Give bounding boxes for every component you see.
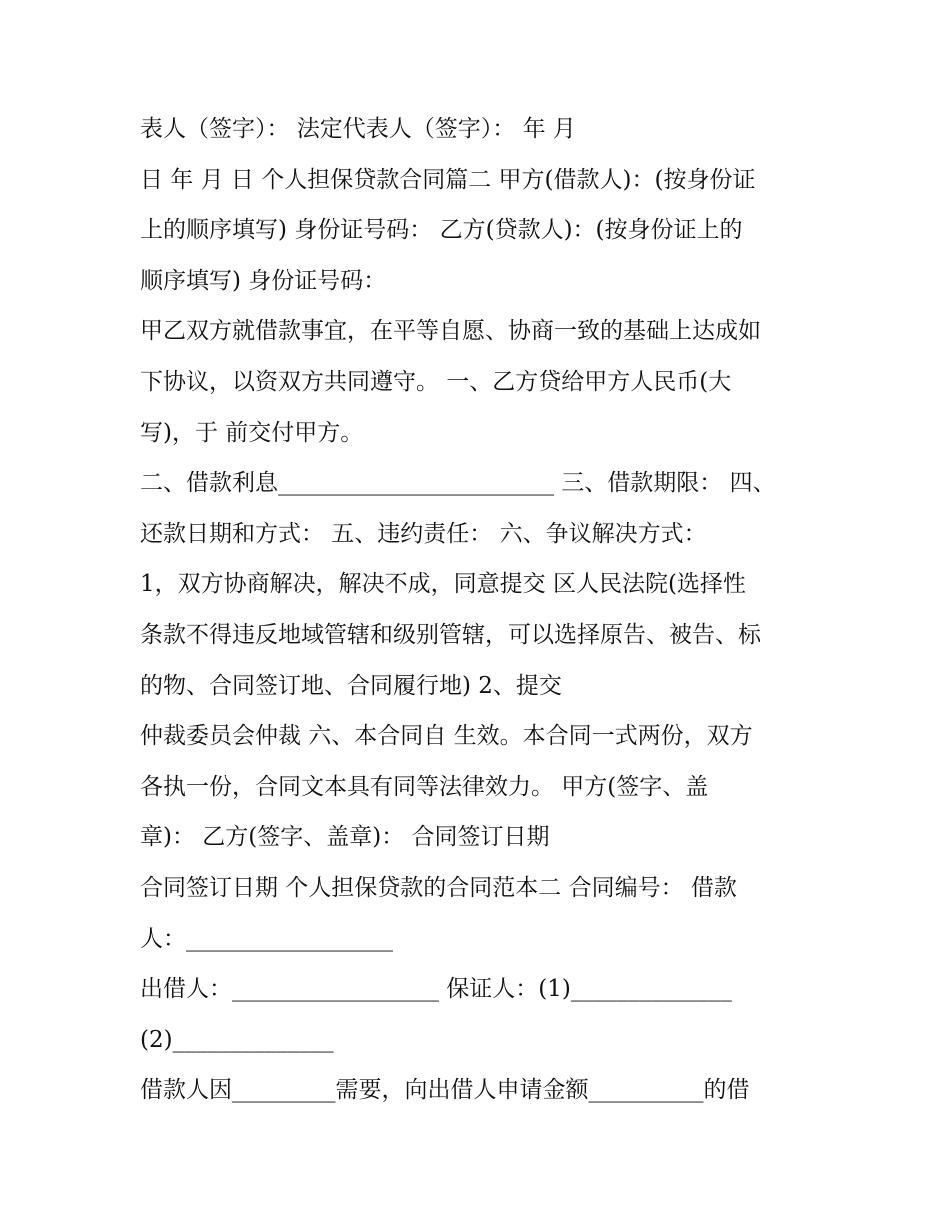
text-line: 写)，于 前交付甲方。: [140, 419, 364, 446]
text-line: 1，双方协商解决，解决不成，同意提交 区人民法院(选择性: [140, 571, 746, 598]
text-line: 上的顺序填写) 身份证号码： 乙方(贷款人)：(按身份证上的: [140, 217, 743, 244]
text-line: 出借人：__________________ 保证人：(1)______________: [140, 976, 732, 1003]
contract-text: [140, 104, 830, 1116]
text-line: 下协议，以资双方共同遵守。 一、乙方贷给甲方人民币(大: [140, 368, 732, 395]
text-line: 甲乙双方就借款事宜，在平等自愿、协商一致的基础上达成如: [140, 318, 761, 345]
text-line: (2)______________: [140, 1026, 334, 1053]
text-line: 还款日期和方式： 五、违约责任： 六、争议解决方式：: [140, 520, 707, 547]
text-line: 借款人因_________需要，向出借人申请金额__________的借: [140, 1077, 750, 1104]
text-line: 的物、合同签订地、合同履行地) 2、提交: [140, 672, 562, 699]
text-line: 各执一份，合同文本具有同等法律效力。 甲方(签字、盖: [140, 773, 709, 800]
text-line: 二、借款利息________________________ 三、借款期限： 四、: [140, 470, 776, 497]
text-line: 日 年 月 日 个人担保贷款合同篇二 甲方(借款人)：(按身份证: [140, 166, 756, 193]
text-line: 仲裁委员会仲裁 六、本合同自 生效。本合同一式两份，双方: [140, 723, 753, 750]
text-line: 条款不得违反地域管辖和级别管辖，可以选择原告、被告、标: [140, 621, 761, 648]
text-line: 合同签订日期 个人担保贷款的合同范本二 合同编号： 借款: [140, 874, 737, 901]
text-line: 章)： 乙方(签字、盖章)： 合同签订日期: [140, 824, 550, 851]
text-line: 人：__________________: [140, 925, 393, 952]
text-line: 顺序填写) 身份证号码：: [140, 267, 387, 294]
text-line: 表人（签字）： 法定代表人（签字）： 年 月: [140, 116, 576, 142]
